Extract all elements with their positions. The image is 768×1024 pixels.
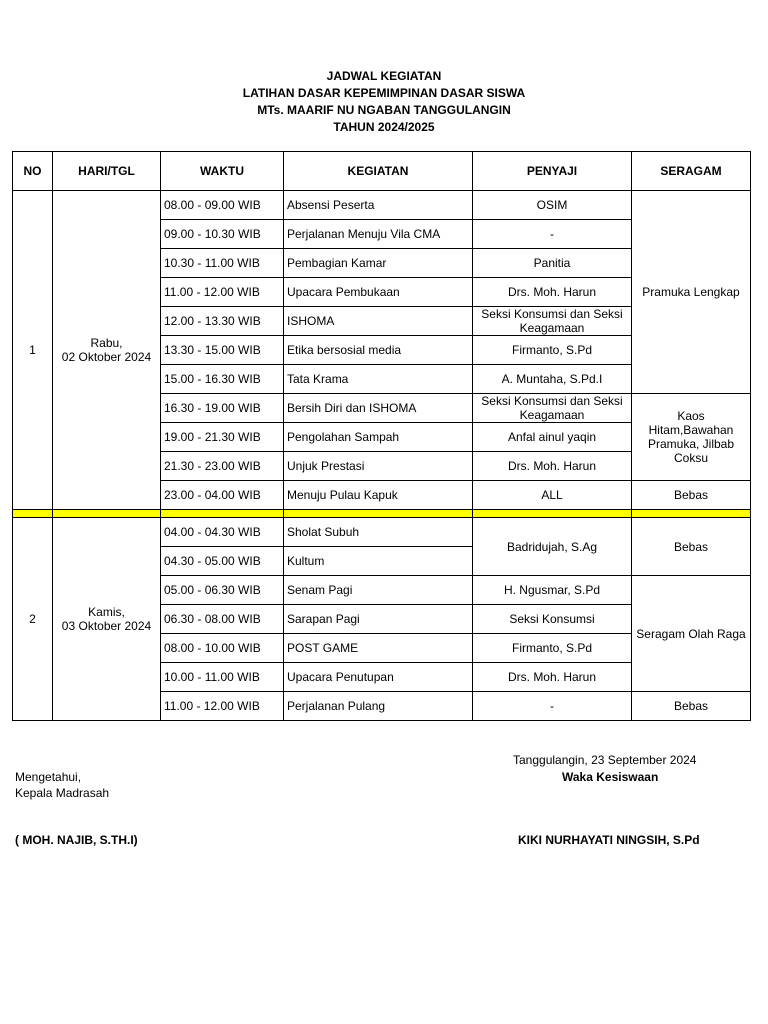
waktu-cell: 16.30 - 19.00 WIB	[161, 394, 284, 423]
waktu-cell: 06.30 - 08.00 WIB	[161, 605, 284, 634]
waktu-cell: 11.00 - 12.00 WIB	[161, 692, 284, 721]
kegiatan-cell: Tata Krama	[284, 365, 473, 394]
day-date: 02 Oktober 2024	[61, 350, 152, 364]
day-date-cell	[53, 191, 161, 510]
day-name: Kamis,	[88, 605, 125, 619]
title-line-1: JADWAL KEGIATAN	[326, 69, 442, 83]
seragam-cell: Bebas	[632, 518, 751, 576]
penyaji-cell: A. Muntaha, S.Pd.I	[473, 365, 632, 394]
signer-role-right: Waka Kesiswaan	[562, 770, 659, 784]
waktu-cell: 05.00 - 06.30 WIB	[161, 576, 284, 605]
table-row	[13, 518, 751, 547]
col-header-penyaji: PENYAJI	[473, 152, 632, 191]
kegiatan-cell: ISHOMA	[284, 307, 473, 336]
kegiatan-cell: Kultum	[284, 547, 473, 576]
kegiatan-cell: Absensi Peserta	[284, 191, 473, 220]
kegiatan-cell: POST GAME	[284, 634, 473, 663]
kegiatan-cell: Bersih Diri dan ISHOMA	[284, 394, 473, 423]
waktu-cell: 08.00 - 09.00 WIB	[161, 191, 284, 220]
penyaji-cell: Drs. Moh. Harun	[473, 278, 632, 307]
schedule-table	[12, 151, 751, 721]
kegiatan-cell: Perjalanan Pulang	[284, 692, 473, 721]
col-header-kegiatan: KEGIATAN	[284, 152, 473, 191]
seragam-cell: Bebas	[632, 692, 751, 721]
waktu-cell: 04.00 - 04.30 WIB	[161, 518, 284, 547]
waktu-cell: 12.00 - 13.30 WIB	[161, 307, 284, 336]
col-header-hari: HARI/TGL	[53, 152, 161, 191]
title-line-3: MTs. MAARIF NU NGABAN TANGGULANGIN	[257, 103, 511, 117]
penyaji-cell: OSIM	[473, 191, 632, 220]
waktu-cell: 09.00 - 10.30 WIB	[161, 220, 284, 249]
document-title	[0, 68, 768, 136]
penyaji-cell: Badridujah, S.Ag	[473, 518, 632, 576]
kegiatan-cell: Unjuk Prestasi	[284, 452, 473, 481]
kegiatan-cell: Pengolahan Sampah	[284, 423, 473, 452]
day-number: 2	[13, 518, 53, 721]
day-date-cell	[53, 518, 161, 721]
penyaji-cell: ALL	[473, 481, 632, 510]
table-row	[13, 191, 751, 220]
waktu-cell: 21.30 - 23.00 WIB	[161, 452, 284, 481]
kegiatan-cell: Senam Pagi	[284, 576, 473, 605]
kegiatan-cell: Upacara Pembukaan	[284, 278, 473, 307]
waktu-cell: 19.00 - 21.30 WIB	[161, 423, 284, 452]
seragam-cell: Bebas	[632, 481, 751, 510]
table-header-row	[13, 152, 751, 191]
waktu-cell: 15.00 - 16.30 WIB	[161, 365, 284, 394]
waktu-cell: 08.00 - 10.00 WIB	[161, 634, 284, 663]
penyaji-cell: Drs. Moh. Harun	[473, 663, 632, 692]
kegiatan-cell: Perjalanan Menuju Vila CMA	[284, 220, 473, 249]
day-number: 1	[13, 191, 53, 510]
day-name: Rabu,	[90, 336, 123, 350]
penyaji-cell: Seksi Konsumsi	[473, 605, 632, 634]
place-date: Tanggulangin, 23 September 2024	[513, 753, 697, 767]
penyaji-cell: Panitia	[473, 249, 632, 278]
penyaji-cell: Drs. Moh. Harun	[473, 452, 632, 481]
penyaji-cell: -	[473, 220, 632, 249]
penyaji-cell: -	[473, 692, 632, 721]
col-header-no: NO	[13, 152, 53, 191]
penyaji-cell: Firmanto, S.Pd	[473, 336, 632, 365]
kegiatan-cell: Sarapan Pagi	[284, 605, 473, 634]
seragam-cell: Pramuka Lengkap	[632, 191, 751, 394]
waktu-cell: 10.00 - 11.00 WIB	[161, 663, 284, 692]
waktu-cell: 23.00 - 04.00 WIB	[161, 481, 284, 510]
waktu-cell: 11.00 - 12.00 WIB	[161, 278, 284, 307]
day-separator-row	[13, 510, 751, 518]
waktu-cell: 10.30 - 11.00 WIB	[161, 249, 284, 278]
seragam-cell: Seragam Olah Raga	[632, 576, 751, 692]
signer-role-left: Kepala Madrasah	[15, 786, 110, 800]
col-header-seragam: SERAGAM	[632, 152, 751, 191]
kegiatan-cell: Pembagian Kamar	[284, 249, 473, 278]
waktu-cell: 13.30 - 15.00 WIB	[161, 336, 284, 365]
title-line-4: TAHUN 2024/2025	[333, 120, 435, 134]
kegiatan-cell: Etika bersosial media	[284, 336, 473, 365]
signer-name-left: ( MOH. NAJIB, S.TH.I)	[15, 833, 138, 847]
kegiatan-cell: Upacara Penutupan	[284, 663, 473, 692]
title-line-2: LATIHAN DASAR KEPEMIMPINAN DASAR SISWA	[242, 86, 526, 100]
waktu-cell: 04.30 - 05.00 WIB	[161, 547, 284, 576]
day-date: 03 Oktober 2024	[61, 619, 152, 633]
kegiatan-cell: Sholat Subuh	[284, 518, 473, 547]
kegiatan-cell: Menuju Pulau Kapuk	[284, 481, 473, 510]
penyaji-cell: H. Ngusmar, S.Pd	[473, 576, 632, 605]
penyaji-cell: Seksi Konsumsi dan Seksi Keagamaan	[473, 394, 632, 423]
penyaji-cell: Firmanto, S.Pd	[473, 634, 632, 663]
penyaji-cell: Seksi Konsumsi dan Seksi Keagamaan	[473, 307, 632, 336]
seragam-cell: Kaos Hitam,Bawahan Pramuka, Jilbab Coksu	[632, 394, 751, 481]
penyaji-cell: Anfal ainul yaqin	[473, 423, 632, 452]
col-header-waktu: WAKTU	[161, 152, 284, 191]
acknowledgement-label: Mengetahui,	[15, 770, 82, 784]
signer-name-right: KIKI NURHAYATI NINGSIH, S.Pd	[518, 833, 700, 847]
